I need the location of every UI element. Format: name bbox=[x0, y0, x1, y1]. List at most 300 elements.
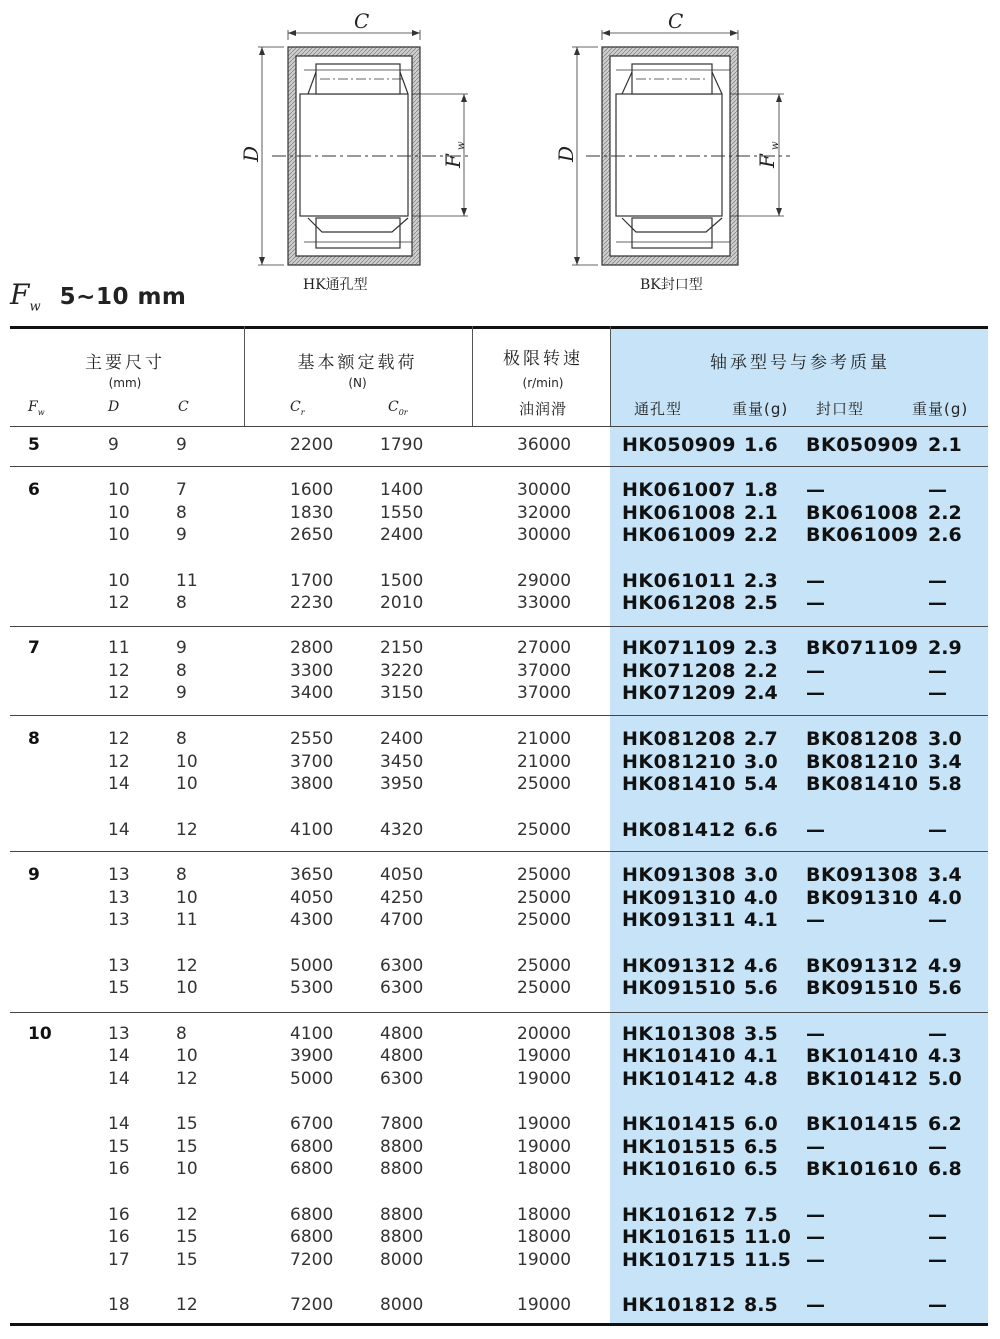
cell-c: 9 bbox=[176, 683, 187, 703]
cell-bk-model: BK091310 bbox=[806, 887, 919, 909]
cell-hk-weight: 6.0 bbox=[744, 1113, 778, 1135]
cell-bk-weight: — bbox=[928, 1294, 947, 1316]
cell-hk-model: HK081208 bbox=[622, 728, 736, 750]
hk-dim-fw: F bbox=[441, 154, 465, 168]
cell-c0r: 8800 bbox=[380, 1159, 424, 1179]
table-top-rule bbox=[10, 326, 988, 329]
cell-hk-weight: 1.8 bbox=[744, 479, 778, 501]
size-range-text: 5~10 mm bbox=[59, 284, 187, 310]
header-oil-lubrication: 油润滑 bbox=[518, 400, 567, 418]
cell-c0r: 4250 bbox=[380, 888, 424, 908]
cell-bk-weight: 6.8 bbox=[928, 1158, 962, 1180]
cell-hk-model: HK061008 bbox=[622, 502, 736, 524]
cell-c0r: 1400 bbox=[380, 480, 424, 500]
cell-speed: 25000 bbox=[517, 956, 572, 976]
cell-hk-weight: 4.0 bbox=[744, 887, 778, 909]
cell-cr: 3900 bbox=[290, 1046, 334, 1066]
cell-bk-weight: 5.0 bbox=[928, 1068, 962, 1090]
cell-d: 10 bbox=[108, 503, 130, 523]
cell-hk-weight: 5.6 bbox=[744, 977, 778, 999]
cell-speed: 21000 bbox=[517, 752, 572, 772]
cell-bk-model: BK081210 bbox=[806, 751, 919, 773]
cell-cr: 2230 bbox=[290, 593, 334, 613]
cell-hk-weight: 2.2 bbox=[744, 524, 778, 546]
cell-cr: 2200 bbox=[290, 435, 334, 455]
header-model-weight: 轴承型号与参考质量 bbox=[710, 353, 890, 373]
cell-c: 15 bbox=[176, 1250, 198, 1270]
cell-c0r: 8800 bbox=[380, 1205, 424, 1225]
cell-bk-model: — bbox=[806, 1249, 826, 1271]
cell-bk-weight: — bbox=[928, 570, 947, 592]
cell-speed: 36000 bbox=[517, 435, 572, 455]
cell-c: 12 bbox=[176, 820, 198, 840]
cell-bk-model: — bbox=[806, 1226, 826, 1248]
cell-hk-model: HK091308 bbox=[622, 864, 736, 886]
cell-d: 12 bbox=[108, 752, 130, 772]
cell-bk-model: — bbox=[806, 909, 826, 931]
cell-hk-model: HK101715 bbox=[622, 1249, 736, 1271]
bk-drawing bbox=[572, 30, 790, 265]
cell-bk-weight: — bbox=[928, 682, 947, 704]
cell-hk-model: HK071209 bbox=[622, 682, 736, 704]
cell-c0r: 8000 bbox=[380, 1295, 424, 1315]
cell-speed: 25000 bbox=[517, 910, 572, 930]
cell-c: 12 bbox=[176, 956, 198, 976]
cell-bk-model: BK101415 bbox=[806, 1113, 919, 1135]
cell-cr: 5300 bbox=[290, 978, 334, 998]
cell-hk-model: HK091312 bbox=[622, 955, 736, 977]
cell-c0r: 6300 bbox=[380, 1069, 424, 1089]
cell-d: 13 bbox=[108, 888, 130, 908]
cell-hk-weight: 3.5 bbox=[744, 1023, 778, 1045]
cell-hk-weight: 2.4 bbox=[744, 682, 778, 704]
cell-speed: 25000 bbox=[517, 865, 572, 885]
cell-bk-model: BK101412 bbox=[806, 1068, 919, 1090]
cell-bk-model: BK061008 bbox=[806, 502, 919, 524]
cell-c: 8 bbox=[176, 865, 187, 885]
cell-speed: 30000 bbox=[517, 480, 572, 500]
cell-c: 11 bbox=[176, 910, 198, 930]
cell-speed: 19000 bbox=[517, 1137, 572, 1157]
cell-c: 12 bbox=[176, 1069, 198, 1089]
group-separator bbox=[10, 626, 988, 627]
cell-fw: 9 bbox=[28, 865, 40, 885]
header-load-rating: 基本额定载荷 bbox=[297, 353, 418, 373]
cell-cr: 1700 bbox=[290, 571, 334, 591]
header-col-bk-weight: 重量(g) bbox=[912, 400, 969, 418]
cell-hk-weight: 4.6 bbox=[744, 955, 778, 977]
cell-c0r: 3220 bbox=[380, 661, 424, 681]
cell-c0r: 4800 bbox=[380, 1046, 424, 1066]
cell-hk-weight: 2.3 bbox=[744, 570, 778, 592]
cell-hk-weight: 2.1 bbox=[744, 502, 778, 524]
cell-bk-weight: — bbox=[928, 1136, 947, 1158]
cell-speed: 32000 bbox=[517, 503, 572, 523]
cell-hk-model: HK071208 bbox=[622, 660, 736, 682]
cell-hk-model: HK061009 bbox=[622, 524, 736, 546]
hk-caption: HK通孔型 bbox=[303, 277, 368, 293]
cell-c0r: 1790 bbox=[380, 435, 424, 455]
bk-dim-c: C bbox=[668, 9, 684, 33]
cell-hk-model: HK061007 bbox=[622, 479, 736, 501]
cell-d: 11 bbox=[108, 638, 130, 658]
cell-bk-weight: 2.9 bbox=[928, 637, 962, 659]
cell-d: 10 bbox=[108, 525, 130, 545]
cell-hk-model: HK091510 bbox=[622, 977, 736, 999]
cell-c0r: 6300 bbox=[380, 978, 424, 998]
header-sym-d: D bbox=[108, 399, 120, 415]
cell-hk-model: HK050909 bbox=[622, 434, 736, 456]
cell-c: 10 bbox=[176, 978, 198, 998]
cell-bk-model: BK081410 bbox=[806, 773, 919, 795]
cell-fw: 8 bbox=[28, 729, 40, 749]
cell-d: 18 bbox=[108, 1295, 130, 1315]
cell-hk-model: HK101812 bbox=[622, 1294, 736, 1316]
cell-d: 16 bbox=[108, 1205, 130, 1225]
cell-hk-weight: 6.5 bbox=[744, 1158, 778, 1180]
cell-bk-model: BK050909 bbox=[806, 434, 919, 456]
cell-hk-model: HK101615 bbox=[622, 1226, 736, 1248]
cell-d: 16 bbox=[108, 1159, 130, 1179]
cell-bk-model: — bbox=[806, 1294, 826, 1316]
cell-bk-weight: 5.8 bbox=[928, 773, 962, 795]
cell-speed: 20000 bbox=[517, 1024, 572, 1044]
header-sym-c: C bbox=[178, 399, 189, 415]
cell-speed: 19000 bbox=[517, 1069, 572, 1089]
cell-hk-weight: 7.5 bbox=[744, 1204, 778, 1226]
cell-speed: 21000 bbox=[517, 729, 572, 749]
cell-c0r: 2400 bbox=[380, 729, 424, 749]
hk-roller-bottom bbox=[316, 218, 400, 248]
cell-fw: 7 bbox=[28, 638, 40, 658]
cell-hk-model: HK101308 bbox=[622, 1023, 736, 1045]
header-col-hk: 通孔型 bbox=[634, 400, 683, 418]
group-separator bbox=[10, 851, 988, 852]
header-bottom-rule bbox=[10, 426, 988, 427]
cell-cr: 7200 bbox=[290, 1295, 334, 1315]
cell-c: 15 bbox=[176, 1114, 198, 1134]
cell-c: 8 bbox=[176, 503, 187, 523]
cell-d: 13 bbox=[108, 865, 130, 885]
cell-cr: 6800 bbox=[290, 1205, 334, 1225]
cell-c: 8 bbox=[176, 593, 187, 613]
cell-bk-weight: 4.3 bbox=[928, 1045, 962, 1067]
cell-cr: 2650 bbox=[290, 525, 334, 545]
cell-bk-model: — bbox=[806, 1023, 826, 1045]
cell-d: 9 bbox=[108, 435, 119, 455]
cell-bk-weight: 2.6 bbox=[928, 524, 962, 546]
cell-hk-weight: 8.5 bbox=[744, 1294, 778, 1316]
cell-speed: 18000 bbox=[517, 1227, 572, 1247]
cell-d: 13 bbox=[108, 910, 130, 930]
cell-c0r: 3450 bbox=[380, 752, 424, 772]
cell-c: 9 bbox=[176, 435, 187, 455]
cell-cr: 2800 bbox=[290, 638, 334, 658]
cell-c0r: 4050 bbox=[380, 865, 424, 885]
header-divider bbox=[472, 326, 473, 426]
cell-bk-model: BK081208 bbox=[806, 728, 919, 750]
cell-hk-weight: 4.1 bbox=[744, 909, 778, 931]
cell-bk-weight: — bbox=[928, 592, 947, 614]
cell-hk-model: HK091310 bbox=[622, 887, 736, 909]
cell-speed: 19000 bbox=[517, 1046, 572, 1066]
cell-cr: 1830 bbox=[290, 503, 334, 523]
header-load-unit: (N) bbox=[348, 376, 367, 390]
cell-hk-model: HK101515 bbox=[622, 1136, 736, 1158]
cell-bk-weight: 6.2 bbox=[928, 1113, 962, 1135]
cell-d: 10 bbox=[108, 480, 130, 500]
cell-bk-weight: — bbox=[928, 479, 947, 501]
cell-c0r: 2150 bbox=[380, 638, 424, 658]
cell-c: 15 bbox=[176, 1227, 198, 1247]
cell-bk-model: — bbox=[806, 479, 826, 501]
cell-speed: 25000 bbox=[517, 888, 572, 908]
cell-hk-model: HK081410 bbox=[622, 773, 736, 795]
cell-c0r: 8800 bbox=[380, 1137, 424, 1157]
cell-fw: 6 bbox=[28, 480, 40, 500]
drawings-svg bbox=[0, 0, 1000, 300]
cell-cr: 3800 bbox=[290, 774, 334, 794]
header-speed-unit: (r/min) bbox=[522, 376, 564, 390]
group-separator bbox=[10, 1012, 988, 1013]
cell-hk-model: HK061208 bbox=[622, 592, 736, 614]
cell-cr: 6800 bbox=[290, 1227, 334, 1247]
cell-c: 10 bbox=[176, 888, 198, 908]
cell-bk-weight: 5.6 bbox=[928, 977, 962, 999]
cell-c0r: 4320 bbox=[380, 820, 424, 840]
cell-bk-model: BK091308 bbox=[806, 864, 919, 886]
cell-bk-weight: 3.0 bbox=[928, 728, 962, 750]
cell-cr: 4100 bbox=[290, 820, 334, 840]
cell-speed: 19000 bbox=[517, 1114, 572, 1134]
cell-cr: 5000 bbox=[290, 956, 334, 976]
bk-roller-bottom bbox=[632, 218, 712, 248]
cell-bk-weight: 3.4 bbox=[928, 751, 962, 773]
cell-c0r: 3950 bbox=[380, 774, 424, 794]
header-divider bbox=[610, 326, 611, 426]
cell-hk-weight: 3.0 bbox=[744, 864, 778, 886]
cell-bk-weight: — bbox=[928, 819, 947, 841]
cell-bk-model: BK101610 bbox=[806, 1158, 919, 1180]
cell-speed: 19000 bbox=[517, 1295, 572, 1315]
header-sym-c0r: $C_{0r}$ bbox=[388, 399, 408, 417]
cell-d: 14 bbox=[108, 1069, 130, 1089]
bk-dim-d: D bbox=[554, 145, 578, 162]
cell-bk-weight: 2.1 bbox=[928, 434, 962, 456]
cell-cr: 2550 bbox=[290, 729, 334, 749]
cell-c: 10 bbox=[176, 1046, 198, 1066]
header-col-bk: 封口型 bbox=[816, 400, 865, 418]
cell-d: 12 bbox=[108, 729, 130, 749]
cell-hk-weight: 6.5 bbox=[744, 1136, 778, 1158]
cell-c: 10 bbox=[176, 1159, 198, 1179]
cell-d: 13 bbox=[108, 1024, 130, 1044]
cell-bk-model: BK091312 bbox=[806, 955, 919, 977]
cell-fw: 10 bbox=[28, 1024, 52, 1044]
cell-bk-weight: — bbox=[928, 1023, 947, 1045]
cell-cr: 3700 bbox=[290, 752, 334, 772]
cell-c: 9 bbox=[176, 638, 187, 658]
cell-d: 12 bbox=[108, 593, 130, 613]
cell-c: 7 bbox=[176, 480, 187, 500]
cell-c: 12 bbox=[176, 1295, 198, 1315]
cell-cr: 7200 bbox=[290, 1250, 334, 1270]
cell-c: 12 bbox=[176, 1205, 198, 1225]
cell-bk-weight: — bbox=[928, 1226, 947, 1248]
bk-caption: BK封口型 bbox=[640, 277, 703, 293]
header-sym-cr: $C_r$ bbox=[290, 399, 305, 417]
cell-bk-model: BK101410 bbox=[806, 1045, 919, 1067]
cell-c: 15 bbox=[176, 1137, 198, 1157]
cell-d: 14 bbox=[108, 1046, 130, 1066]
header-speed-limit: 极限转速 bbox=[503, 349, 583, 369]
cell-c: 8 bbox=[176, 729, 187, 749]
cell-hk-model: HK081210 bbox=[622, 751, 736, 773]
cell-c: 8 bbox=[176, 1024, 187, 1044]
cell-hk-weight: 3.0 bbox=[744, 751, 778, 773]
cell-hk-model: HK101612 bbox=[622, 1204, 736, 1226]
cell-d: 10 bbox=[108, 571, 130, 591]
hk-dim-fw-sub: w bbox=[456, 141, 467, 150]
cell-c0r: 4700 bbox=[380, 910, 424, 930]
cell-speed: 33000 bbox=[517, 593, 572, 613]
cell-hk-weight: 2.3 bbox=[744, 637, 778, 659]
cell-d: 17 bbox=[108, 1250, 130, 1270]
cell-bk-model: — bbox=[806, 592, 826, 614]
cell-bk-weight: 2.2 bbox=[928, 502, 962, 524]
cell-hk-model: HK081412 bbox=[622, 819, 736, 841]
header-sym-fw: $F_w$ bbox=[28, 399, 45, 417]
cell-c0r: 7800 bbox=[380, 1114, 424, 1134]
cell-hk-weight: 6.6 bbox=[744, 819, 778, 841]
cell-cr: 1600 bbox=[290, 480, 334, 500]
cell-hk-model: HK101610 bbox=[622, 1158, 736, 1180]
cell-c: 9 bbox=[176, 525, 187, 545]
cell-speed: 19000 bbox=[517, 1250, 572, 1270]
cell-cr: 3300 bbox=[290, 661, 334, 681]
cell-d: 13 bbox=[108, 956, 130, 976]
header-col-hk-weight: 重量(g) bbox=[732, 400, 789, 418]
cell-c0r: 8000 bbox=[380, 1250, 424, 1270]
bk-dim-fw: F bbox=[755, 154, 779, 168]
cell-c0r: 8800 bbox=[380, 1227, 424, 1247]
cell-hk-weight: 4.8 bbox=[744, 1068, 778, 1090]
cell-bk-model: BK091510 bbox=[806, 977, 919, 999]
cell-hk-weight: 11.0 bbox=[744, 1226, 791, 1248]
hk-drawing bbox=[258, 30, 470, 265]
header-main-dimensions: 主要尺寸 bbox=[85, 353, 165, 373]
cell-hk-model: HK101415 bbox=[622, 1113, 736, 1135]
cell-bk-weight: — bbox=[928, 909, 947, 931]
bk-dim-fw-sub: w bbox=[770, 141, 781, 150]
cell-hk-model: HK101410 bbox=[622, 1045, 736, 1067]
cell-c0r: 2010 bbox=[380, 593, 424, 613]
cell-hk-model: HK091311 bbox=[622, 909, 736, 931]
cell-speed: 37000 bbox=[517, 683, 572, 703]
cell-hk-weight: 11.5 bbox=[744, 1249, 791, 1271]
cell-bk-model: — bbox=[806, 819, 826, 841]
cell-c0r: 6300 bbox=[380, 956, 424, 976]
bearing-table bbox=[0, 326, 1000, 1328]
size-range-heading bbox=[10, 278, 186, 318]
cell-bk-model: BK061009 bbox=[806, 524, 919, 546]
header-divider bbox=[244, 326, 245, 426]
cell-hk-weight: 2.2 bbox=[744, 660, 778, 682]
cell-speed: 18000 bbox=[517, 1159, 572, 1179]
hk-dim-c: C bbox=[354, 9, 370, 33]
cell-cr: 4300 bbox=[290, 910, 334, 930]
cell-hk-model: HK061011 bbox=[622, 570, 736, 592]
cell-bk-model: — bbox=[806, 570, 826, 592]
cell-speed: 37000 bbox=[517, 661, 572, 681]
cell-d: 12 bbox=[108, 661, 130, 681]
cell-cr: 6700 bbox=[290, 1114, 334, 1134]
cell-bk-model: — bbox=[806, 682, 826, 704]
cell-bk-weight: — bbox=[928, 1204, 947, 1226]
cell-hk-weight: 5.4 bbox=[744, 773, 778, 795]
cell-bk-model: — bbox=[806, 660, 826, 682]
cell-cr: 6800 bbox=[290, 1137, 334, 1157]
cell-hk-weight: 4.1 bbox=[744, 1045, 778, 1067]
hk-dim-d: D bbox=[239, 145, 263, 162]
cell-c0r: 1550 bbox=[380, 503, 424, 523]
cell-d: 16 bbox=[108, 1227, 130, 1247]
cell-d: 14 bbox=[108, 1114, 130, 1134]
cell-hk-weight: 1.6 bbox=[744, 434, 778, 456]
cell-hk-weight: 2.5 bbox=[744, 592, 778, 614]
cell-d: 15 bbox=[108, 1137, 130, 1157]
cell-c: 11 bbox=[176, 571, 198, 591]
cell-c: 8 bbox=[176, 661, 187, 681]
cell-bk-weight: 3.4 bbox=[928, 864, 962, 886]
cell-d: 15 bbox=[108, 978, 130, 998]
cell-hk-model: HK071109 bbox=[622, 637, 736, 659]
cell-hk-model: HK101412 bbox=[622, 1068, 736, 1090]
cell-cr: 5000 bbox=[290, 1069, 334, 1089]
cell-speed: 25000 bbox=[517, 978, 572, 998]
bearing-drawings bbox=[0, 0, 1000, 300]
cell-fw: 5 bbox=[28, 435, 40, 455]
cell-d: 14 bbox=[108, 820, 130, 840]
table-bottom-rule bbox=[10, 1323, 988, 1326]
cell-bk-weight: 4.9 bbox=[928, 955, 962, 977]
cell-cr: 4100 bbox=[290, 1024, 334, 1044]
cell-bk-model: — bbox=[806, 1136, 826, 1158]
cell-speed: 27000 bbox=[517, 638, 572, 658]
cell-c0r: 1500 bbox=[380, 571, 424, 591]
cell-speed: 18000 bbox=[517, 1205, 572, 1225]
cell-c: 10 bbox=[176, 774, 198, 794]
cell-speed: 30000 bbox=[517, 525, 572, 545]
group-separator bbox=[10, 715, 988, 716]
cell-d: 14 bbox=[108, 774, 130, 794]
cell-cr: 3400 bbox=[290, 683, 334, 703]
header-main-unit: (mm) bbox=[108, 376, 142, 390]
group-separator bbox=[10, 466, 988, 467]
cell-speed: 25000 bbox=[517, 774, 572, 794]
cell-hk-weight: 2.7 bbox=[744, 728, 778, 750]
cell-bk-weight: — bbox=[928, 660, 947, 682]
cell-speed: 25000 bbox=[517, 820, 572, 840]
cell-c0r: 3150 bbox=[380, 683, 424, 703]
cell-bk-model: BK071109 bbox=[806, 637, 919, 659]
cell-cr: 6800 bbox=[290, 1159, 334, 1179]
cell-c0r: 2400 bbox=[380, 525, 424, 545]
cell-bk-weight: 4.0 bbox=[928, 887, 962, 909]
cell-cr: 4050 bbox=[290, 888, 334, 908]
cell-c0r: 4800 bbox=[380, 1024, 424, 1044]
cell-speed: 29000 bbox=[517, 571, 572, 591]
